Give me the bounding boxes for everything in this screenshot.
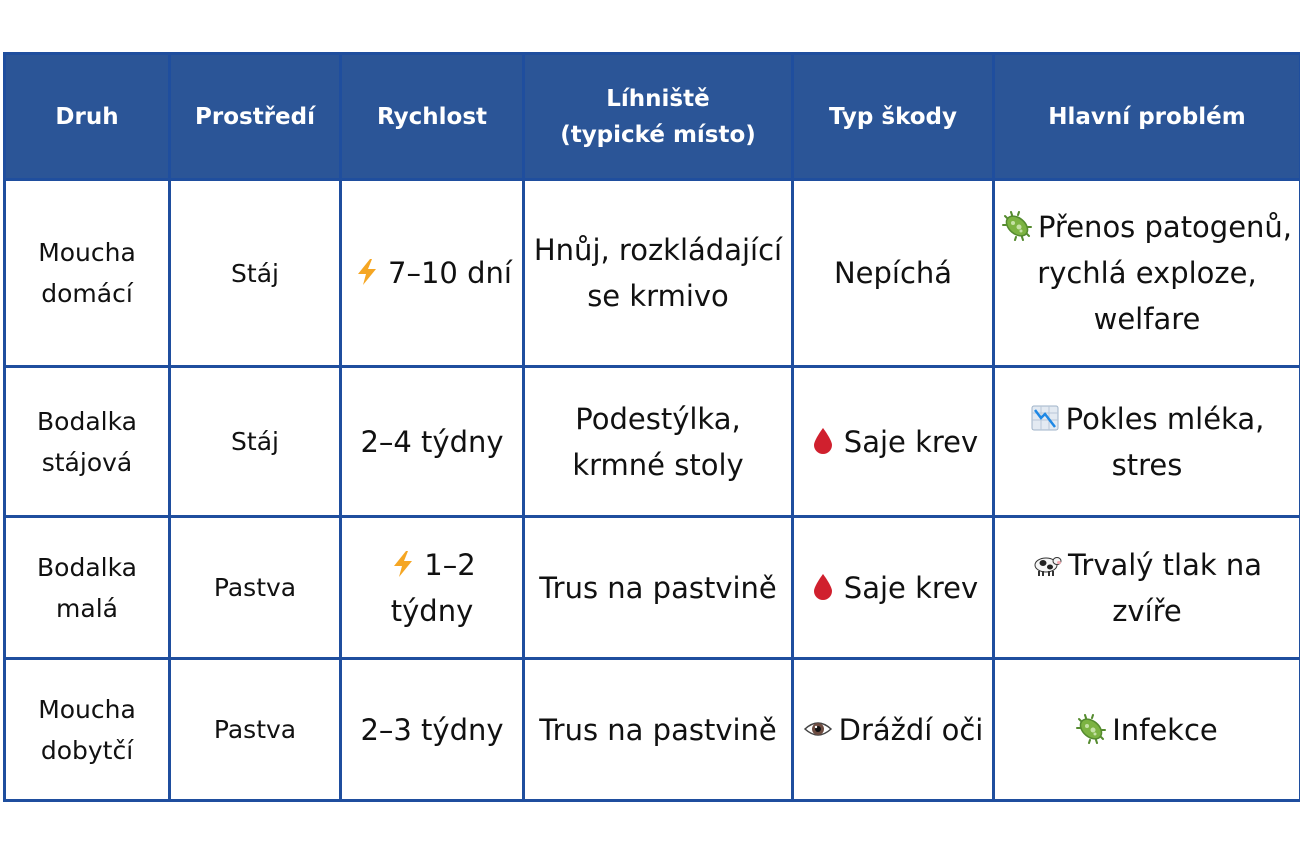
cell-hlavni-problem xyxy=(994,367,1300,517)
cell-rychlost: 2–4 týdny xyxy=(341,367,524,517)
cell-prostredi: Pastva xyxy=(170,659,341,801)
cell-druh: Bodalka malá xyxy=(5,517,170,659)
fly-species-table xyxy=(3,52,1300,802)
blood-drop-icon xyxy=(808,572,838,602)
microbe-icon xyxy=(1076,714,1106,744)
blood-drop-icon xyxy=(808,426,838,456)
cell-rychlost xyxy=(341,180,524,367)
cell-typ-skody-text: Dráždí oči xyxy=(838,712,984,747)
cell-rychlost: 2–3 týdny xyxy=(341,659,524,801)
cell-prostredi: Stáj xyxy=(170,367,341,517)
eye-icon xyxy=(803,714,833,744)
cell-typ-skody: Nepíchá xyxy=(793,180,994,367)
cell-druh: Bodalka stájová xyxy=(5,367,170,517)
header-row xyxy=(5,54,1300,180)
header-druh: Druh xyxy=(5,54,170,180)
header-lihniste xyxy=(524,54,793,180)
header-typ-skody: Typ škody xyxy=(793,54,994,180)
cell-druh: Moucha domácí xyxy=(5,180,170,367)
microbe-icon xyxy=(1002,211,1032,241)
cell-lihniste: Trus na pastvině xyxy=(524,659,793,801)
cell-druh: Moucha dobytčí xyxy=(5,659,170,801)
cell-hlavni-problem-text: Infekce xyxy=(1112,712,1218,747)
cow-icon xyxy=(1032,549,1062,579)
cell-lihniste: Hnůj, rozkládající se krmivo xyxy=(524,180,793,367)
header-hlavni-problem: Hlavní problém xyxy=(994,54,1300,180)
cell-typ-skody xyxy=(793,367,994,517)
cell-typ-skody xyxy=(793,517,994,659)
cell-rychlost xyxy=(341,517,524,659)
cell-rychlost-text: 7–10 dní xyxy=(388,256,512,290)
table-row xyxy=(5,659,1300,801)
chart-decreasing-icon xyxy=(1030,403,1060,433)
cell-hlavni-problem xyxy=(994,659,1300,801)
cell-prostredi: Pastva xyxy=(170,517,341,659)
lightning-icon xyxy=(352,257,382,287)
cell-rychlost-text: 1–2 týdny xyxy=(390,547,476,628)
table-row xyxy=(5,517,1300,659)
cell-hlavni-problem xyxy=(994,180,1300,367)
cell-hlavni-problem-text: Pokles mléka, stres xyxy=(1065,401,1265,482)
cell-typ-skody-text: Saje krev xyxy=(843,570,979,605)
cell-lihniste: Trus na pastvině xyxy=(524,517,793,659)
header-lihniste-line2: (typické místo) xyxy=(560,121,756,148)
cell-typ-skody xyxy=(793,659,994,801)
cell-lihniste: Podestýlka, krmné stoly xyxy=(524,367,793,517)
lightning-icon xyxy=(388,549,418,579)
cell-hlavni-problem xyxy=(994,517,1300,659)
cell-prostredi: Stáj xyxy=(170,180,341,367)
cell-typ-skody-text: Saje krev xyxy=(843,424,979,459)
header-lihniste-line1: Líhniště xyxy=(606,85,710,112)
table-row xyxy=(5,367,1300,517)
table-row xyxy=(5,180,1300,367)
header-rychlost: Rychlost xyxy=(341,54,524,180)
header-prostredi: Prostředí xyxy=(170,54,341,180)
cell-hlavni-problem-text: Trvalý tlak na zvíře xyxy=(1067,547,1263,628)
cell-hlavni-problem-text: Přenos patogenů, rychlá exploze, welfare xyxy=(1037,210,1293,336)
